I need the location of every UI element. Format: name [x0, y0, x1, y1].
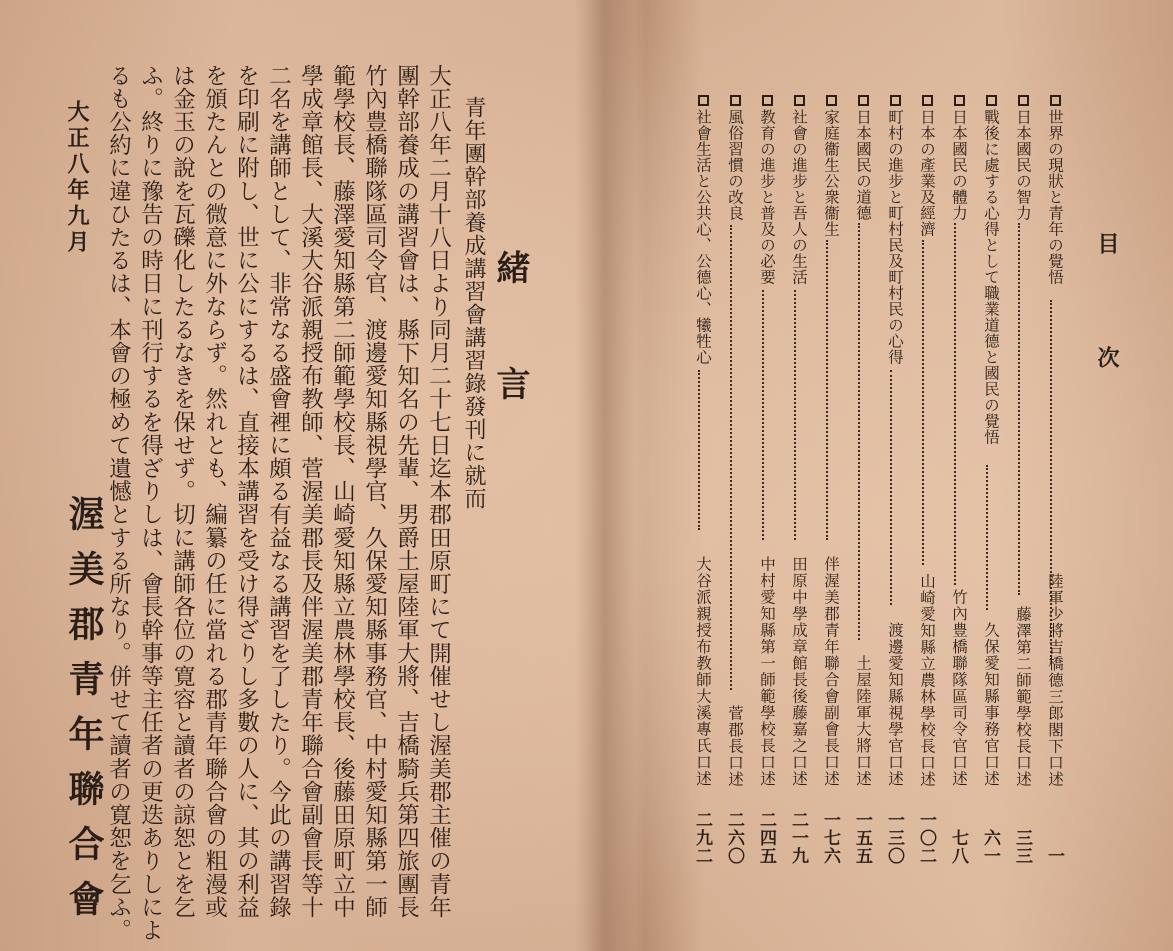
toc-entry[interactable] — [880, 95, 902, 865]
toc-entry-page: 一 — [1044, 847, 1064, 865]
toc-entry-title: 戰後に處する心得として職業道德と國民の覺悟 — [982, 109, 1000, 445]
preface-line: るも公約に違ひたるは、本會の極めて遺憾とする所なり。併せて讀者の寛恕を乞ふ。 — [105, 64, 132, 942]
toc-entry[interactable] — [720, 95, 742, 865]
dot-leader — [890, 370, 892, 605]
dot-leader — [794, 290, 796, 540]
toc-entry-title: 社會生活と公共心、公德心、犧牲心 — [694, 109, 712, 365]
toc-entry-page: 一七六 — [820, 811, 840, 865]
toc-entry[interactable] — [944, 95, 966, 865]
toc-entry-title: 社會の進步と吾人の生活 — [790, 109, 808, 285]
toc-entry-page: 一〇二 — [916, 811, 936, 865]
toc-entry[interactable] — [1040, 95, 1062, 865]
toc-entry[interactable] — [976, 95, 998, 865]
toc-entry-lecturer: 渡邊愛知縣視學官口述 — [886, 622, 904, 787]
preface-line: 竹內豊橋聯隊區司令官、渡邊愛知縣視學官、久保愛知縣事務官、中村愛知縣第一師 — [361, 64, 388, 919]
dot-leader — [826, 240, 828, 540]
toc-entry-page: 二六〇 — [724, 811, 744, 865]
preface-heading: 青年團幹部養成講習會講習錄發刊に就而 — [461, 96, 486, 510]
dot-leader — [1018, 223, 1020, 595]
toc-entry-title: 風俗習慣の改良 — [726, 109, 744, 221]
toc-entry-lecturer: 伴渥美郡青年聯合會副會長口述 — [822, 556, 840, 787]
toc-entry-lecturer: 土屋陸軍大將口述 — [854, 655, 872, 787]
toc-entry[interactable] — [912, 95, 934, 865]
preface-line: 學成章館長、大溪大谷派親授布教師、菅渥美郡長及伴渥美郡青年聯合會副會長等十 — [297, 64, 324, 919]
toc-entry-page: 二一九 — [788, 811, 808, 865]
toc-entry[interactable] — [816, 95, 838, 865]
checkbox-square-icon — [1018, 95, 1029, 106]
toc-entry[interactable] — [784, 95, 806, 865]
toc-entry-page: 七八 — [948, 829, 968, 865]
toc-entry-title: 町村の進步と町村民及町村民の心得 — [886, 109, 904, 365]
dot-leader — [986, 465, 988, 610]
dot-leader — [954, 223, 956, 585]
toc-entry-lecturer: 田原中學成章館長後藤嘉之口述 — [790, 556, 808, 787]
contents-title: 目次 — [1094, 232, 1120, 460]
preface-line: を頒たんとの微意に外ならず。然れとも、編纂の任に當れる郡青年聯合會の粗漫或 — [201, 64, 228, 919]
preface-title: 緒言 — [490, 250, 530, 482]
toc-entry-lecturer: 陸軍少將吉橋德三郎閣下口述 — [1046, 572, 1064, 787]
checkbox-square-icon — [826, 95, 837, 106]
checkbox-square-icon — [922, 95, 933, 106]
toc-entry[interactable] — [1008, 95, 1030, 865]
toc-entry-title: 家庭衞生公衆衞生 — [822, 109, 840, 237]
dot-leader — [922, 240, 924, 565]
toc-entry-title: 日本國民の道德 — [854, 109, 872, 221]
toc-entry-lecturer: 大谷派親授布教師大溪專氏口述 — [694, 556, 712, 787]
toc-entry-page: 二九二 — [692, 811, 712, 865]
checkbox-square-icon — [858, 95, 869, 106]
preface-line: は金玉の說を瓦礫化したるなきを保せず。切に講師各位の寛容と讀者の諒恕とを乞 — [169, 64, 196, 919]
toc-entry-lecturer: 久保愛知縣事務官口述 — [982, 622, 1000, 787]
toc-entry-lecturer: 藤澤第二師範學校長口述 — [1014, 605, 1032, 787]
toc-entry-lecturer: 中村愛知縣第一師範學校長口述 — [758, 556, 776, 787]
dot-leader — [698, 370, 700, 530]
checkbox-square-icon — [794, 95, 805, 106]
toc-entry-title: 世界の現狀と青年の覺悟 — [1046, 109, 1064, 285]
dot-leader — [730, 225, 732, 690]
dot-leader — [858, 223, 860, 640]
checkbox-square-icon — [986, 95, 997, 106]
toc-entry-title: 日本國民の智力 — [1014, 109, 1032, 221]
toc-entry-page: 一三〇 — [884, 811, 904, 865]
toc-entry-page: 三三 — [1012, 829, 1032, 865]
toc-entry-title: 日本國民の體力 — [950, 109, 968, 221]
preface-line: を印刷に附し、世に公にするは、直接本講習を受け得ざりし多數の人に、其の利益 — [233, 64, 260, 919]
checkbox-square-icon — [954, 95, 965, 106]
preface-line: 範學校長、藤澤愛知縣第二師範學校長、山崎愛知縣立農林學校長、後藤田原町立中 — [329, 64, 356, 919]
toc-entry-page: 六一 — [980, 829, 1000, 865]
toc-entry-title: 日本の產業及經濟 — [918, 109, 936, 237]
toc-entry-lecturer: 竹內豊橋聯隊區司令官口述 — [950, 589, 968, 787]
toc-entry-page: 一五五 — [852, 811, 872, 865]
toc-entry[interactable] — [752, 95, 774, 865]
checkbox-square-icon — [698, 95, 709, 106]
publisher-signature: 渥美郡青年聯合會 — [63, 495, 105, 935]
toc-entry-title: 教育の進步と普及の必要 — [758, 109, 776, 285]
checkbox-square-icon — [762, 95, 773, 106]
dot-leader — [762, 290, 764, 540]
toc-entry-lecturer: 菅郡長口述 — [726, 704, 744, 787]
checkbox-square-icon — [730, 95, 741, 106]
toc-entry[interactable] — [848, 95, 870, 865]
preface-line: 大正八年二月十八日より同月二十七日迄本郡田原町にて開催せし渥美郡主催の青年 — [425, 64, 452, 919]
toc-entry[interactable] — [688, 95, 710, 865]
toc-entry-lecturer: 山崎愛知縣立農林學校長口述 — [918, 572, 936, 787]
preface-date: 大正八年九月 — [64, 100, 90, 256]
checkbox-square-icon — [1050, 95, 1061, 106]
toc-entry-page: 二四五 — [756, 811, 776, 865]
preface-line: ふ。終りに豫告の時日に刊行するを得ざりしは、會長幹事等主任者の更迭ありしによ — [137, 64, 164, 942]
checkbox-square-icon — [890, 95, 901, 106]
preface-line: 二名を講師として、非常なる盛會裡に頗る有益なる講習を了したり。今此の講習錄 — [265, 64, 292, 919]
preface-line: 團幹部養成の講習會は、縣下知名の先輩、男爵土屋陸軍大將、吉橋騎兵第四旅團長 — [393, 64, 420, 919]
